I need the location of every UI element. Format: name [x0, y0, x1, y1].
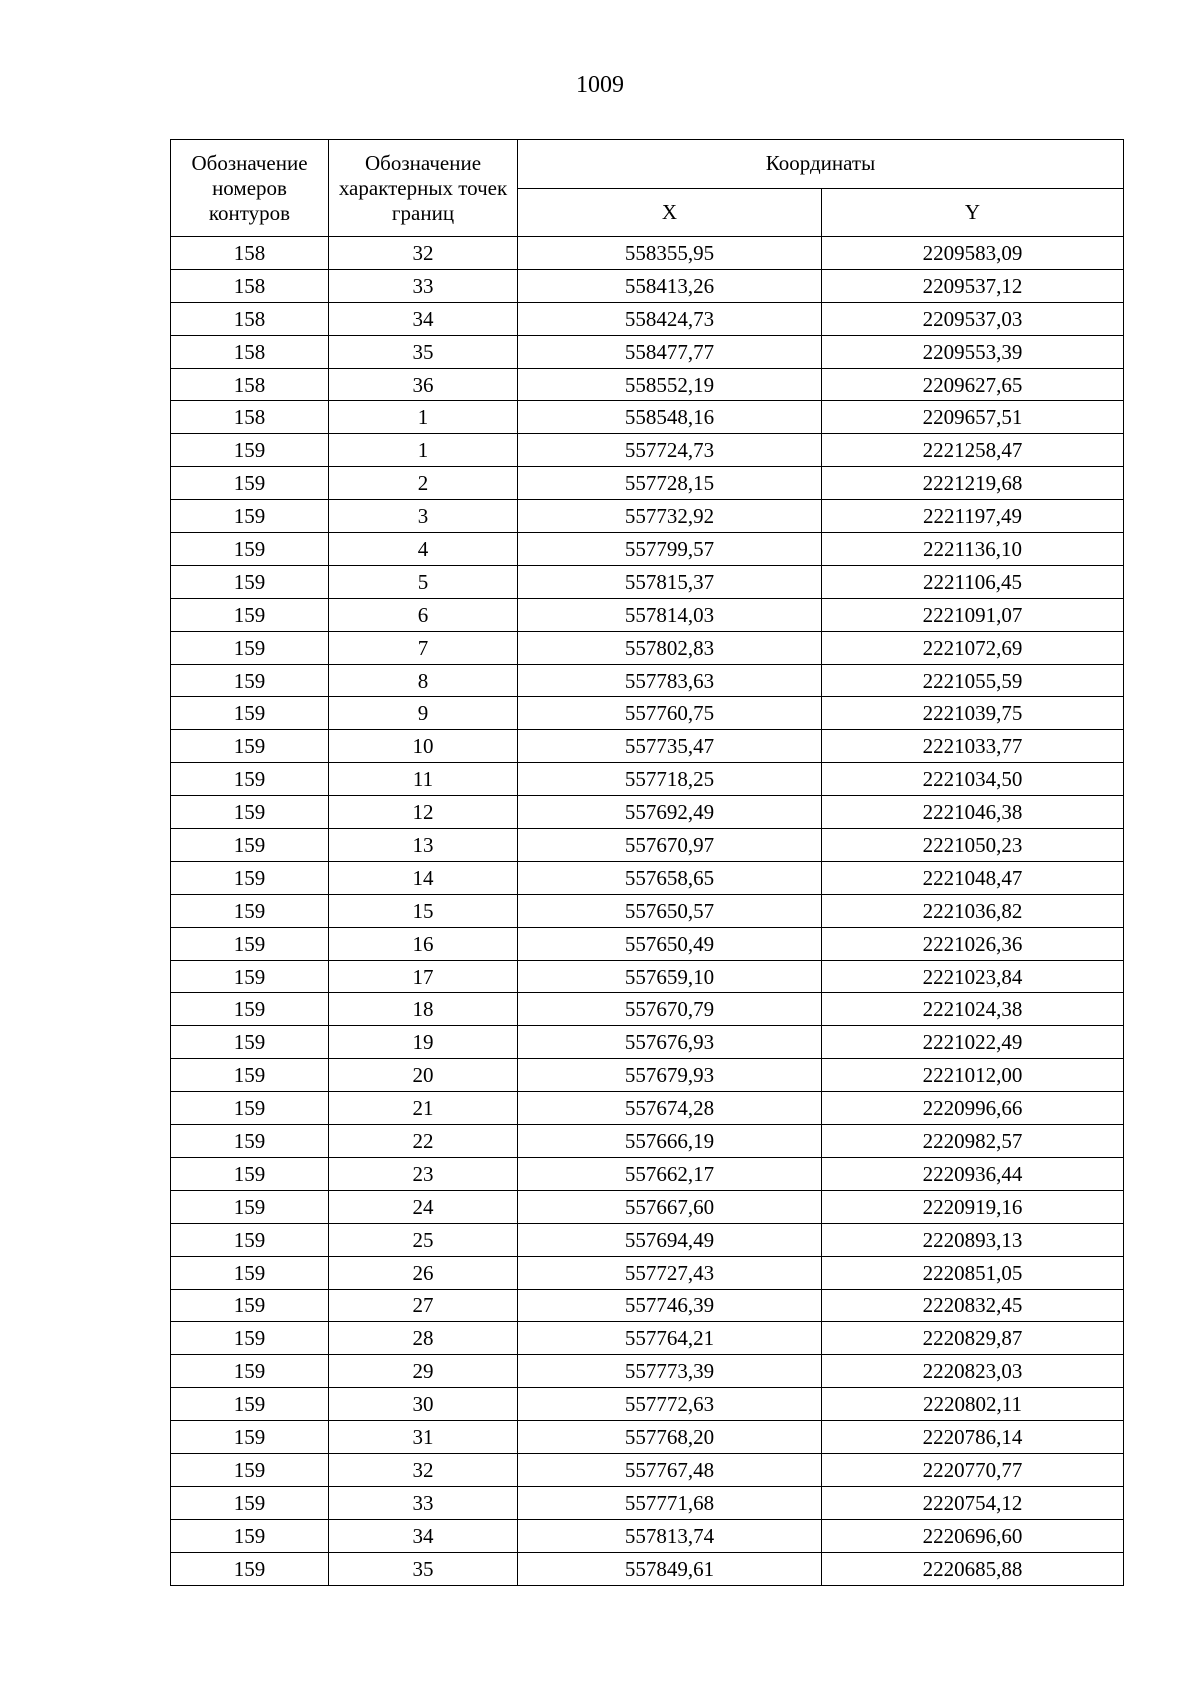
table-row — [171, 533, 1124, 566]
cell-y: 2221219,68 — [822, 467, 1124, 500]
cell-point: 10 — [329, 730, 518, 763]
table-row — [171, 1322, 1124, 1355]
cell-contour: 159 — [171, 1223, 329, 1256]
table-row — [171, 730, 1124, 763]
cell-y: 2209553,39 — [822, 335, 1124, 368]
cell-x: 558548,16 — [518, 401, 822, 434]
cell-y: 2220786,14 — [822, 1421, 1124, 1454]
cell-x: 558552,19 — [518, 368, 822, 401]
cell-y: 2220851,05 — [822, 1256, 1124, 1289]
cell-point: 35 — [329, 335, 518, 368]
table-body — [171, 237, 1124, 1586]
table-row — [171, 1355, 1124, 1388]
cell-x: 557670,97 — [518, 829, 822, 862]
table-row — [171, 1486, 1124, 1519]
cell-contour: 159 — [171, 1355, 329, 1388]
table-row — [171, 631, 1124, 664]
cell-point: 11 — [329, 763, 518, 796]
cell-contour: 159 — [171, 533, 329, 566]
cell-y: 2220802,11 — [822, 1388, 1124, 1421]
table-row — [171, 1421, 1124, 1454]
table-row — [171, 829, 1124, 862]
cell-x: 557772,63 — [518, 1388, 822, 1421]
cell-contour: 159 — [171, 1059, 329, 1092]
cell-x: 558424,73 — [518, 302, 822, 335]
cell-point: 33 — [329, 269, 518, 302]
header-point-number: Обозначение характерных точек границ — [329, 140, 518, 237]
cell-point: 28 — [329, 1322, 518, 1355]
cell-y: 2209537,12 — [822, 269, 1124, 302]
cell-contour: 158 — [171, 401, 329, 434]
cell-contour: 159 — [171, 960, 329, 993]
cell-point: 32 — [329, 1453, 518, 1486]
cell-point: 25 — [329, 1223, 518, 1256]
cell-point: 22 — [329, 1125, 518, 1158]
table-row — [171, 368, 1124, 401]
cell-x: 557760,75 — [518, 697, 822, 730]
cell-y: 2221197,49 — [822, 500, 1124, 533]
cell-x: 557773,39 — [518, 1355, 822, 1388]
cell-x: 557799,57 — [518, 533, 822, 566]
cell-contour: 159 — [171, 1026, 329, 1059]
cell-x: 557659,10 — [518, 960, 822, 993]
cell-y: 2220982,57 — [822, 1125, 1124, 1158]
cell-contour: 159 — [171, 565, 329, 598]
cell-point: 1 — [329, 434, 518, 467]
table-row — [171, 434, 1124, 467]
cell-contour: 159 — [171, 829, 329, 862]
table-row — [171, 1223, 1124, 1256]
cell-x: 557849,61 — [518, 1552, 822, 1585]
header-coordinates: Координаты — [518, 140, 1124, 189]
cell-point: 18 — [329, 993, 518, 1026]
cell-point: 30 — [329, 1388, 518, 1421]
cell-y: 2209627,65 — [822, 368, 1124, 401]
cell-x: 557771,68 — [518, 1486, 822, 1519]
cell-y: 2221034,50 — [822, 763, 1124, 796]
cell-x: 557732,92 — [518, 500, 822, 533]
cell-x: 557667,60 — [518, 1190, 822, 1223]
cell-y: 2221012,00 — [822, 1059, 1124, 1092]
cell-y: 2220685,88 — [822, 1552, 1124, 1585]
cell-x: 557666,19 — [518, 1125, 822, 1158]
cell-point: 6 — [329, 598, 518, 631]
table-row — [171, 598, 1124, 631]
cell-contour: 159 — [171, 467, 329, 500]
cell-contour: 159 — [171, 664, 329, 697]
cell-x: 558413,26 — [518, 269, 822, 302]
cell-point: 5 — [329, 565, 518, 598]
cell-point: 26 — [329, 1256, 518, 1289]
cell-contour: 159 — [171, 861, 329, 894]
cell-contour: 159 — [171, 894, 329, 927]
cell-x: 557694,49 — [518, 1223, 822, 1256]
cell-contour: 159 — [171, 631, 329, 664]
table-row — [171, 1453, 1124, 1486]
cell-x: 557783,63 — [518, 664, 822, 697]
cell-x: 557735,47 — [518, 730, 822, 763]
cell-contour: 159 — [171, 1453, 329, 1486]
cell-x: 557767,48 — [518, 1453, 822, 1486]
table-row — [171, 1092, 1124, 1125]
table-row — [171, 237, 1124, 270]
cell-contour: 159 — [171, 1190, 329, 1223]
cell-contour: 159 — [171, 1125, 329, 1158]
table-row — [171, 401, 1124, 434]
header-y: Y — [822, 188, 1124, 237]
table-row — [171, 565, 1124, 598]
cell-point: 3 — [329, 500, 518, 533]
cell-x: 557768,20 — [518, 1421, 822, 1454]
cell-x: 557727,43 — [518, 1256, 822, 1289]
cell-point: 34 — [329, 302, 518, 335]
cell-y: 2221022,49 — [822, 1026, 1124, 1059]
cell-contour: 158 — [171, 237, 329, 270]
cell-y: 2220754,12 — [822, 1486, 1124, 1519]
cell-y: 2221055,59 — [822, 664, 1124, 697]
cell-contour: 159 — [171, 993, 329, 1026]
cell-point: 21 — [329, 1092, 518, 1125]
cell-contour: 159 — [171, 927, 329, 960]
cell-contour: 159 — [171, 1092, 329, 1125]
cell-point: 29 — [329, 1355, 518, 1388]
table-row — [171, 664, 1124, 697]
cell-point: 13 — [329, 829, 518, 862]
cell-x: 557658,65 — [518, 861, 822, 894]
cell-contour: 159 — [171, 697, 329, 730]
cell-point: 7 — [329, 631, 518, 664]
cell-point: 16 — [329, 927, 518, 960]
cell-y: 2221026,36 — [822, 927, 1124, 960]
cell-y: 2221106,45 — [822, 565, 1124, 598]
cell-point: 24 — [329, 1190, 518, 1223]
cell-y: 2220770,77 — [822, 1453, 1124, 1486]
table-row — [171, 335, 1124, 368]
cell-contour: 159 — [171, 1289, 329, 1322]
cell-x: 557813,74 — [518, 1519, 822, 1552]
cell-point: 4 — [329, 533, 518, 566]
cell-contour: 159 — [171, 1322, 329, 1355]
table-row — [171, 1388, 1124, 1421]
cell-y: 2221036,82 — [822, 894, 1124, 927]
cell-contour: 159 — [171, 1256, 329, 1289]
cell-contour: 159 — [171, 1519, 329, 1552]
cell-y: 2220893,13 — [822, 1223, 1124, 1256]
cell-contour: 159 — [171, 500, 329, 533]
cell-point: 14 — [329, 861, 518, 894]
cell-x: 557746,39 — [518, 1289, 822, 1322]
cell-x: 557662,17 — [518, 1157, 822, 1190]
cell-point: 34 — [329, 1519, 518, 1552]
table-row — [171, 993, 1124, 1026]
cell-y: 2221033,77 — [822, 730, 1124, 763]
cell-y: 2221024,38 — [822, 993, 1124, 1026]
cell-y: 2220832,45 — [822, 1289, 1124, 1322]
cell-x: 557676,93 — [518, 1026, 822, 1059]
cell-point: 8 — [329, 664, 518, 697]
cell-point: 23 — [329, 1157, 518, 1190]
cell-x: 557764,21 — [518, 1322, 822, 1355]
cell-contour: 158 — [171, 269, 329, 302]
table-row — [171, 894, 1124, 927]
cell-contour: 159 — [171, 434, 329, 467]
table-row — [171, 1552, 1124, 1585]
cell-point: 17 — [329, 960, 518, 993]
table-row — [171, 1289, 1124, 1322]
cell-x: 557670,79 — [518, 993, 822, 1026]
cell-x: 557650,57 — [518, 894, 822, 927]
table-row — [171, 500, 1124, 533]
cell-x: 558355,95 — [518, 237, 822, 270]
cell-point: 27 — [329, 1289, 518, 1322]
cell-contour: 159 — [171, 598, 329, 631]
cell-point: 1 — [329, 401, 518, 434]
cell-x: 557724,73 — [518, 434, 822, 467]
cell-contour: 159 — [171, 1388, 329, 1421]
table-row — [171, 1059, 1124, 1092]
cell-y: 2209583,09 — [822, 237, 1124, 270]
cell-contour: 158 — [171, 302, 329, 335]
cell-x: 557674,28 — [518, 1092, 822, 1125]
cell-y: 2221091,07 — [822, 598, 1124, 631]
cell-point: 15 — [329, 894, 518, 927]
header-contour-number: Обозначение номеров контуров — [171, 140, 329, 237]
table-row — [171, 1519, 1124, 1552]
cell-y: 2221023,84 — [822, 960, 1124, 993]
cell-contour: 158 — [171, 335, 329, 368]
cell-y: 2221258,47 — [822, 434, 1124, 467]
cell-point: 9 — [329, 697, 518, 730]
cell-x: 557718,25 — [518, 763, 822, 796]
cell-y: 2209657,51 — [822, 401, 1124, 434]
cell-y: 2220696,60 — [822, 1519, 1124, 1552]
cell-point: 35 — [329, 1552, 518, 1585]
cell-x: 557692,49 — [518, 796, 822, 829]
cell-x: 557814,03 — [518, 598, 822, 631]
cell-y: 2220829,87 — [822, 1322, 1124, 1355]
cell-contour: 158 — [171, 368, 329, 401]
cell-y: 2221072,69 — [822, 631, 1124, 664]
cell-point: 2 — [329, 467, 518, 500]
table-row — [171, 1125, 1124, 1158]
table-row — [171, 1157, 1124, 1190]
cell-y: 2220823,03 — [822, 1355, 1124, 1388]
cell-point: 32 — [329, 237, 518, 270]
cell-y: 2220919,16 — [822, 1190, 1124, 1223]
cell-y: 2221050,23 — [822, 829, 1124, 862]
table-row — [171, 302, 1124, 335]
cell-x: 557679,93 — [518, 1059, 822, 1092]
cell-x: 557802,83 — [518, 631, 822, 664]
cell-point: 19 — [329, 1026, 518, 1059]
cell-contour: 159 — [171, 1486, 329, 1519]
table-row — [171, 467, 1124, 500]
table-row — [171, 1190, 1124, 1223]
cell-point: 20 — [329, 1059, 518, 1092]
table-row — [171, 269, 1124, 302]
cell-x: 557728,15 — [518, 467, 822, 500]
cell-contour: 159 — [171, 1421, 329, 1454]
table-row — [171, 1026, 1124, 1059]
table-row — [171, 861, 1124, 894]
table-row — [171, 796, 1124, 829]
cell-x: 557815,37 — [518, 565, 822, 598]
cell-x: 557650,49 — [518, 927, 822, 960]
table-row — [171, 927, 1124, 960]
table-row — [171, 1256, 1124, 1289]
cell-point: 36 — [329, 368, 518, 401]
header-x: X — [518, 188, 822, 237]
cell-y: 2221136,10 — [822, 533, 1124, 566]
cell-y: 2220936,44 — [822, 1157, 1124, 1190]
cell-point: 31 — [329, 1421, 518, 1454]
cell-contour: 159 — [171, 1552, 329, 1585]
cell-contour: 159 — [171, 1157, 329, 1190]
cell-y: 2209537,03 — [822, 302, 1124, 335]
table-row — [171, 960, 1124, 993]
cell-point: 33 — [329, 1486, 518, 1519]
table-row — [171, 697, 1124, 730]
cell-y: 2221039,75 — [822, 697, 1124, 730]
cell-contour: 159 — [171, 796, 329, 829]
cell-contour: 159 — [171, 763, 329, 796]
cell-contour: 159 — [171, 730, 329, 763]
table-row — [171, 763, 1124, 796]
cell-x: 558477,77 — [518, 335, 822, 368]
cell-y: 2221048,47 — [822, 861, 1124, 894]
cell-y: 2221046,38 — [822, 796, 1124, 829]
coordinates-table — [170, 139, 1124, 1586]
table-header — [171, 140, 1124, 237]
cell-y: 2220996,66 — [822, 1092, 1124, 1125]
page-number: 1009 — [576, 72, 624, 98]
cell-point: 12 — [329, 796, 518, 829]
